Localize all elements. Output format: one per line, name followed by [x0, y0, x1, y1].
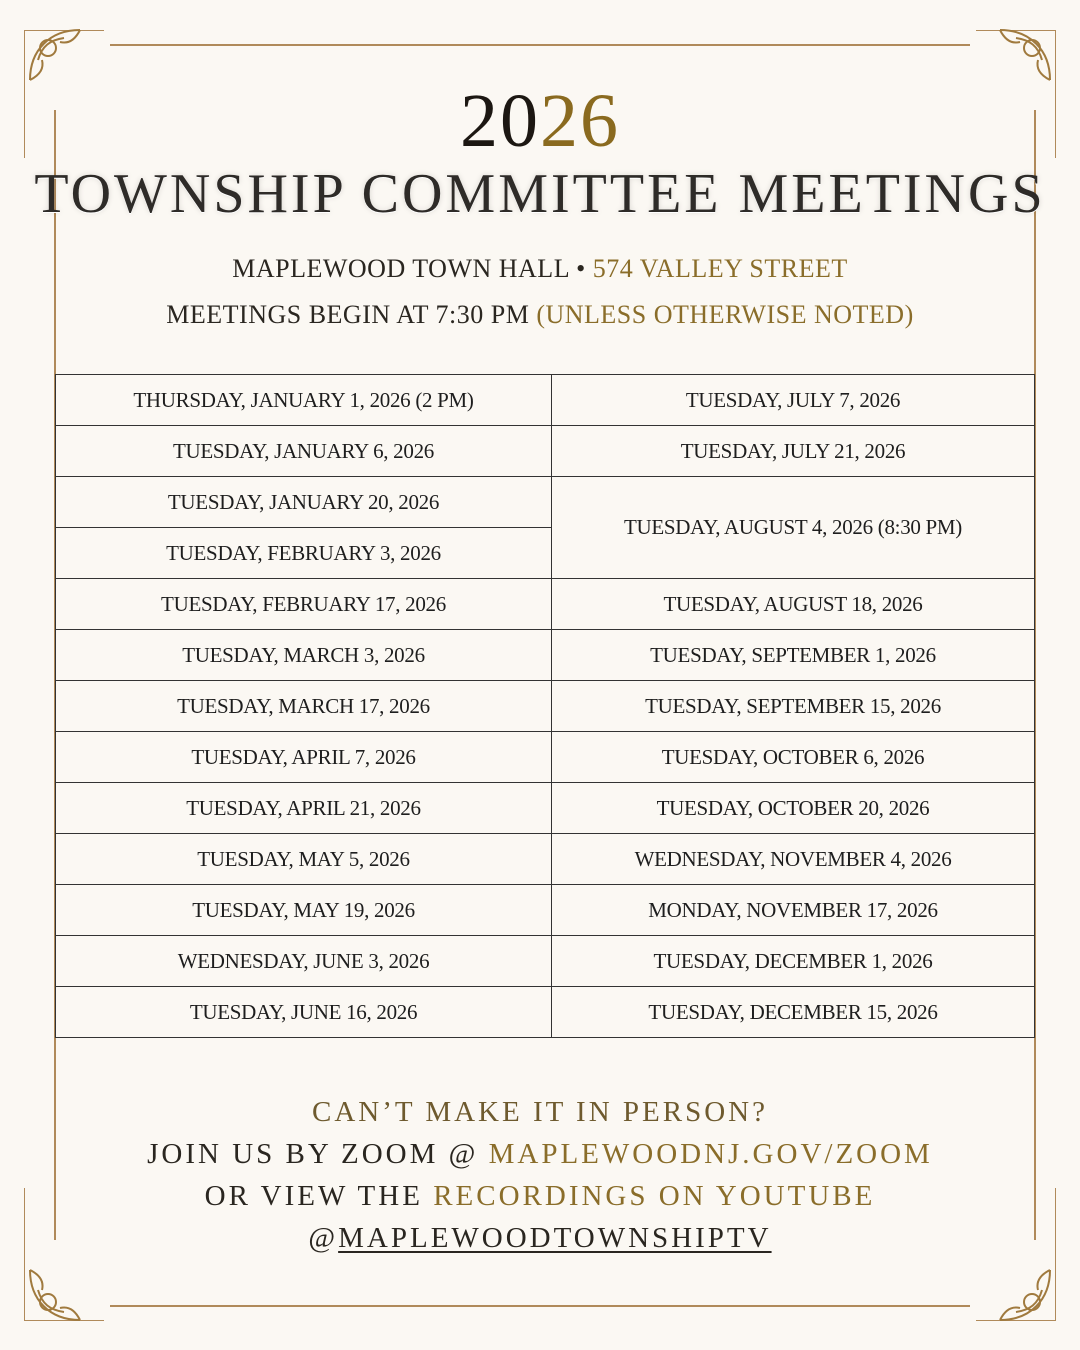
time-line	[0, 300, 1080, 330]
meeting-date: WEDNESDAY, NOVEMBER 4, 2026	[552, 834, 1035, 885]
table-row	[56, 681, 1035, 732]
location-part-1: MAPLEWOOD TOWN HALL •	[232, 254, 593, 283]
page-title: TOWNSHIP COMMITTEE MEETINGS	[34, 163, 1046, 225]
time-part-2: (UNLESS OTHERWISE NOTED)	[536, 300, 914, 329]
meeting-date: TUESDAY, JUNE 16, 2026	[56, 987, 552, 1038]
meeting-date: TUESDAY, MAY 19, 2026	[56, 885, 552, 936]
meeting-date: TUESDAY, APRIL 21, 2026	[56, 783, 552, 834]
meeting-schedule-table	[55, 374, 1035, 1038]
meeting-date: TUESDAY, FEBRUARY 17, 2026	[56, 579, 552, 630]
meeting-date: TUESDAY, JULY 21, 2026	[552, 426, 1035, 477]
meeting-date: TUESDAY, JANUARY 20, 2026	[56, 477, 552, 528]
table-row	[56, 375, 1035, 426]
zoom-text: JOIN US BY ZOOM @	[147, 1138, 489, 1170]
table-row	[56, 477, 1035, 528]
meeting-date: TUESDAY, AUGUST 18, 2026	[552, 579, 1035, 630]
page-year	[0, 78, 1080, 165]
footer-youtube-line	[0, 1180, 1080, 1213]
meeting-date: TUESDAY, MARCH 3, 2026	[56, 630, 552, 681]
year-part-2: 26	[540, 79, 620, 163]
meeting-date: TUESDAY, OCTOBER 20, 2026	[552, 783, 1035, 834]
frame-bottom-line	[110, 1305, 970, 1307]
meeting-date: WEDNESDAY, JUNE 3, 2026	[56, 936, 552, 987]
table-row	[56, 834, 1035, 885]
table-row	[56, 987, 1035, 1038]
year-part-1: 20	[460, 79, 540, 163]
meeting-date: TUESDAY, MARCH 17, 2026	[56, 681, 552, 732]
time-part-1: MEETINGS BEGIN AT 7:30 PM	[166, 300, 537, 329]
meeting-date: TUESDAY, FEBRUARY 3, 2026	[56, 528, 552, 579]
meeting-date: TUESDAY, APRIL 7, 2026	[56, 732, 552, 783]
youtube-text-highlight: RECORDINGS ON YOUTUBE	[433, 1180, 876, 1212]
meeting-date: TUESDAY, SEPTEMBER 15, 2026	[552, 681, 1035, 732]
frame-top-line	[110, 44, 970, 46]
table-row	[56, 885, 1035, 936]
meeting-date: THURSDAY, JANUARY 1, 2026 (2 PM)	[56, 375, 552, 426]
meeting-date: TUESDAY, AUGUST 4, 2026 (8:30 PM)	[552, 477, 1035, 579]
zoom-link[interactable]: MAPLEWOODNJ.GOV/ZOOM	[488, 1138, 933, 1170]
youtube-handle-link[interactable]: MAPLEWOODTOWNSHIPTV	[338, 1222, 772, 1254]
table-row	[56, 426, 1035, 477]
table-row	[56, 732, 1035, 783]
meeting-date: TUESDAY, JANUARY 6, 2026	[56, 426, 552, 477]
meeting-date: TUESDAY, JULY 7, 2026	[552, 375, 1035, 426]
meeting-date: TUESDAY, SEPTEMBER 1, 2026	[552, 630, 1035, 681]
table-row	[56, 579, 1035, 630]
footer-question: CAN’T MAKE IT IN PERSON?	[312, 1096, 768, 1128]
table-row	[56, 630, 1035, 681]
footer-handle-line	[0, 1222, 1080, 1255]
youtube-text: OR VIEW THE	[204, 1180, 434, 1212]
meeting-date: TUESDAY, MAY 5, 2026	[56, 834, 552, 885]
table-row	[56, 936, 1035, 987]
location-part-2: 574 VALLEY STREET	[592, 254, 848, 283]
footer-zoom-line	[0, 1138, 1080, 1171]
meeting-date: TUESDAY, DECEMBER 1, 2026	[552, 936, 1035, 987]
meeting-date: TUESDAY, OCTOBER 6, 2026	[552, 732, 1035, 783]
handle-prefix: @	[308, 1222, 339, 1254]
meeting-date: TUESDAY, DECEMBER 15, 2026	[552, 987, 1035, 1038]
location-line	[0, 254, 1080, 284]
meeting-date: MONDAY, NOVEMBER 17, 2026	[552, 885, 1035, 936]
table-row	[56, 783, 1035, 834]
